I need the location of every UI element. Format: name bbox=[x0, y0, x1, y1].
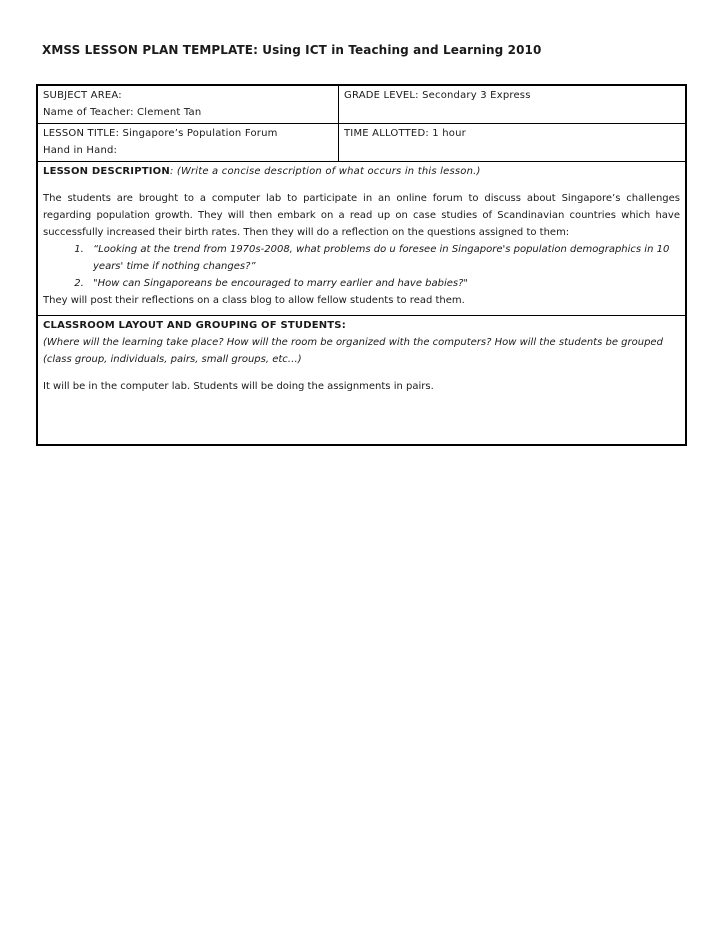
page-title: XMSS LESSON PLAN TEMPLATE: Using ICT in Teaching and Learning 2010 bbox=[42, 43, 542, 57]
lesson-plan-table bbox=[36, 84, 687, 446]
title-time-row bbox=[37, 124, 686, 162]
description-heading bbox=[43, 163, 680, 180]
subject-area-cell bbox=[37, 85, 339, 124]
lesson-description-cell bbox=[37, 162, 686, 316]
classroom-layout-cell bbox=[37, 316, 686, 446]
teacher-name: Name of Teacher: Clement Tan bbox=[43, 107, 202, 118]
layout-answer: It will be in the computer lab. Students will be doing the assignments in pairs. bbox=[43, 381, 434, 392]
reflection-questions bbox=[43, 241, 680, 292]
subject-grade-row bbox=[37, 85, 686, 124]
layout-row bbox=[37, 316, 686, 446]
description-paragraph: The students are brought to a computer lab to participate in an online forum to discuss about Singapore’s challenges regarding population growth. They will then embark on a read up on case studies of Scandinavian countries which have successfully increased their birth rates. Then they will do a reflection on the questions assigned to them: bbox=[43, 193, 680, 238]
description-row bbox=[37, 162, 686, 316]
lesson-title-cell bbox=[37, 124, 339, 162]
description-label: LESSON DESCRIPTION bbox=[43, 166, 170, 177]
grade-level-cell bbox=[339, 85, 687, 124]
time-allotted: TIME ALLOTTED: 1 hour bbox=[344, 128, 466, 139]
grade-level: GRADE LEVEL: Secondary 3 Express bbox=[344, 90, 531, 101]
lesson-title: LESSON TITLE: Singapore’s Population Forum bbox=[43, 128, 278, 139]
reflection-question: 1. “Looking at the trend from 1970s-2008, what problems do u foresee in Singapore's population demographics in 10 years' time if nothing changes?” bbox=[87, 241, 680, 275]
reflection-question: 2. "How can Singaporeans be encouraged to marry earlier and have babies?" bbox=[87, 275, 680, 292]
description-hint: : (Write a concise description of what occurs in this lesson.) bbox=[169, 166, 481, 177]
lesson-title-continued: Hand in Hand: bbox=[43, 145, 118, 156]
time-allotted-cell bbox=[339, 124, 687, 162]
layout-label: CLASSROOM LAYOUT AND GROUPING OF STUDENTS: bbox=[43, 320, 346, 331]
subject-area-label: SUBJECT AREA: bbox=[43, 90, 122, 101]
layout-hint: (Where will the learning take place? How will the room be organized with the computers? How will the students be grouped (class group, individuals, pairs, small groups, etc…) bbox=[43, 337, 663, 365]
description-closing: They will post their reflections on a class blog to allow fellow students to read them. bbox=[43, 295, 465, 306]
